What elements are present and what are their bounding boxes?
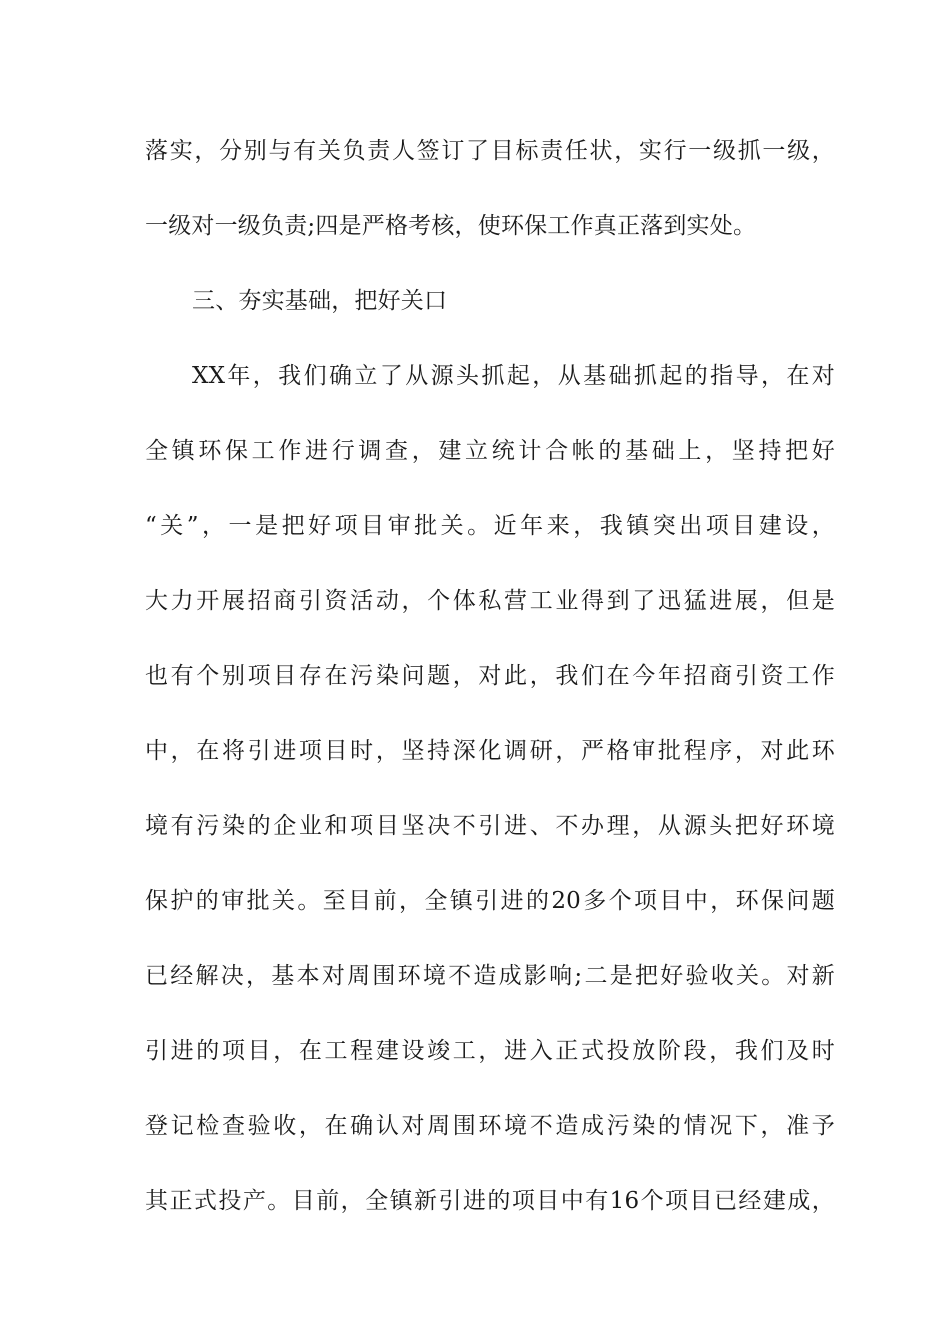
paragraph-line: “关”，一是把好项目审批关。近年来，我镇突出项目建设， (145, 513, 835, 539)
paragraph-line: 中，在将引进项目时，坚持深化调研，严格审批程序，对此环 (145, 738, 835, 764)
section-heading: 三、夯实基础，把好关口 (192, 288, 448, 314)
paragraph-line: 已经解决，基本对周围环境不造成影响;二是把好验收关。对新 (145, 963, 835, 989)
paragraph-line: 其正式投产。目前，全镇新引进的项目中有16个项目已经建成， (145, 1188, 835, 1214)
paragraph-line: 引进的项目，在工程建设竣工，进入正式投放阶段，我们及时 (145, 1038, 835, 1064)
paragraph-line: 登记检查验收，在确认对周围环境不造成污染的情况下，准予 (145, 1113, 835, 1139)
paragraph-line: 保护的审批关。至目前，全镇引进的20多个项目中，环保问题 (145, 888, 835, 914)
paragraph-line: 全镇环保工作进行调查，建立统计合帐的基础上，坚持把好 (145, 438, 835, 464)
paragraph-line: 大力开展招商引资活动，个体私营工业得到了迅猛进展，但是 (145, 588, 835, 614)
paragraph-line: 境有污染的企业和项目坚决不引进、不办理，从源头把好环境 (145, 813, 835, 839)
paragraph-line: 落实，分别与有关负责人签订了目标责任状，实行一级抓一级， (145, 138, 835, 164)
paragraph-line: 一级对一级负责;四是严格考核，使环保工作真正落到实处。 (145, 213, 757, 239)
paragraph-line: XX年，我们确立了从源头抓起，从基础抓起的指导，在对 (192, 363, 835, 389)
paragraph-line: 也有个别项目存在污染问题，对此，我们在今年招商引资工作 (145, 663, 835, 689)
